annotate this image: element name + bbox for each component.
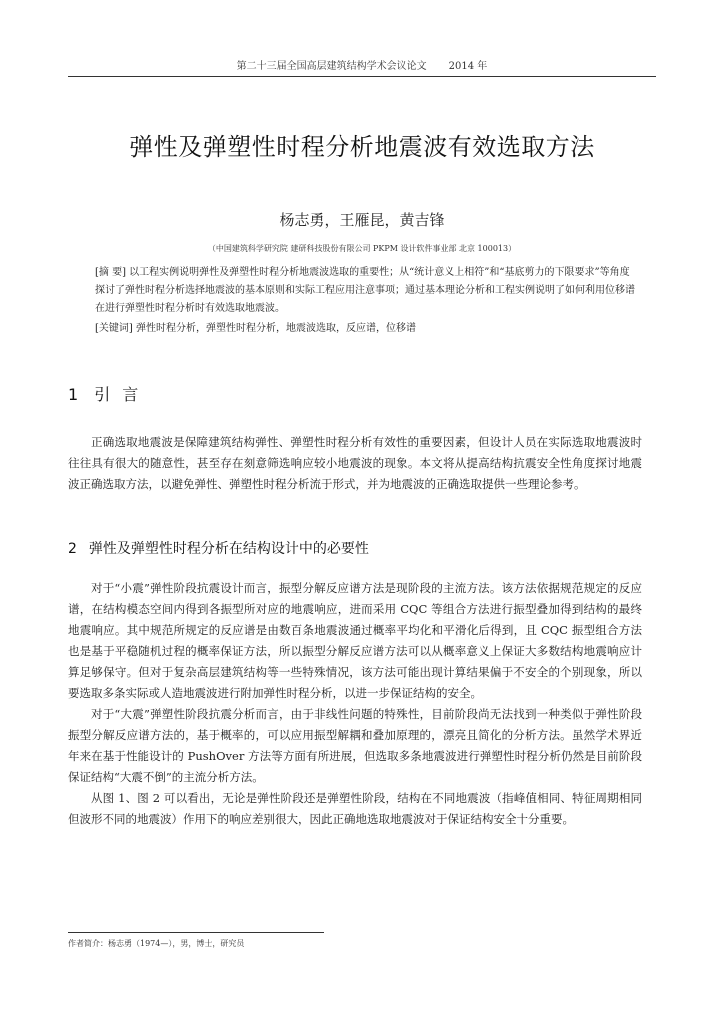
conference-year: 2014 年 <box>448 61 488 72</box>
header-rule <box>68 76 656 77</box>
section-1-body <box>68 432 642 495</box>
abstract-text: 以工程实例说明弹性及弹塑性时程分析地震波选取的重要性；从“统计意义上相符”和“基底剪力的下限要求”等角度探讨了弹性时程分析选择地震波的基本原则和实际工程应用注意事项；通过基本理论分析和工程实例说明了如何利用位移谱在进行弹塑性时程分析时有效选取地震波。 <box>95 267 635 314</box>
abstract-paragraph <box>95 264 639 318</box>
section-title: 弹性及弹塑性时程分析在结构设计中的必要性 <box>88 541 369 557</box>
section-2-body <box>68 578 642 830</box>
footnote-rule <box>68 932 324 933</box>
body-paragraph: 对于“小震”弹性阶段抗震设计而言，振型分解反应谱方法是现阶段的主流方法。该方法依据规范规定的反应谱，在结构模态空间内得到各振型所对应的地震响应，进而采用 CQC 等组合方法进行振型叠加得到结构的最终地震响应。其中规范所规定的反应谱是由数百条地震波通过概率平均化和平滑化后得到，且 CQC 振型组合方法也是基于平稳随机过程的概率保证方法，所以振型分解反应谱方法可以从概率意义上保证大多数结构地震响应计算足够保守。但对于复杂高层建筑结构等一些特殊情况，该方法可能出现计算结果偏于不安全的个别现象，所以要选取多条实际或人造地震波进行附加弹性时程分析，以进一步保证结构的安全。 <box>68 581 642 700</box>
paper-title: 弹性及弹塑性时程分析地震波有效选取方法 <box>129 133 595 161</box>
body-paragraph: 对于“大震”弹塑性阶段抗震分析而言，由于非线性问题的特殊性，目前阶段尚无法找到一种类似于弹性阶段振型分解反应谱方法的，基于概率的，可以应用振型解耦和叠加原理的，漂亮且简化的分析方法。虽然学术界近年来在基于性能设计的 PushOver 方法等方面有所进展，但选取多条地震波进行弹塑性时程分析仍然是目前阶段保证结构“大震不倒”的主流分析方法。 <box>68 707 642 784</box>
keywords-text: 弹性时程分析，弹塑性时程分析，地震波选取，反应谱，位移谱 <box>136 323 416 334</box>
body-paragraph: 从图 1、图 2 可以看出，无论是弹性阶段还是弹塑性阶段，结构在不同地震波（指峰值相同、特征周期相同但波形不同的地震波）作用下的响应差别很大，因此正确地选取地震波对于保证结构安全十分重要。 <box>68 791 642 826</box>
paper-authors: 杨志勇，王雁昆，黄吉锋 <box>279 211 445 229</box>
abstract <box>95 264 639 338</box>
body-paragraph: 正确选取地震波是保障建筑结构弹性、弹塑性时程分析有效性的重要因素，但设计人员在实际选取地震波时往往具有很大的随意性，甚至存在刻意筛选响应较小地震波的现象。本文将从提高结构抗震安全性角度探讨地震波正确选取方法，以避免弹性、弹塑性时程分析流于形式，并为地震波的正确选取提供一些理论参考。 <box>68 435 642 491</box>
section-2-heading <box>68 538 656 560</box>
author-footnote: 作者简介：杨志勇（1974—），男，博士，研究员 <box>68 939 245 948</box>
section-number: 1 <box>68 385 79 404</box>
running-header <box>68 60 656 74</box>
section-1-heading <box>68 384 656 406</box>
section-title: 引言 <box>94 385 151 404</box>
author-affiliation: （中国建筑科学研究院 建研科技股份有限公司 PKPM 设计软件事业部 北京 100013） <box>207 244 517 253</box>
keywords-label: [关键词] <box>95 323 133 334</box>
abstract-label: [摘 要] <box>95 267 126 278</box>
conference-name: 第二十三届全国高层建筑结构学术会议论文 <box>236 61 427 72</box>
keywords-paragraph <box>95 320 639 338</box>
section-number: 2 <box>68 541 77 557</box>
